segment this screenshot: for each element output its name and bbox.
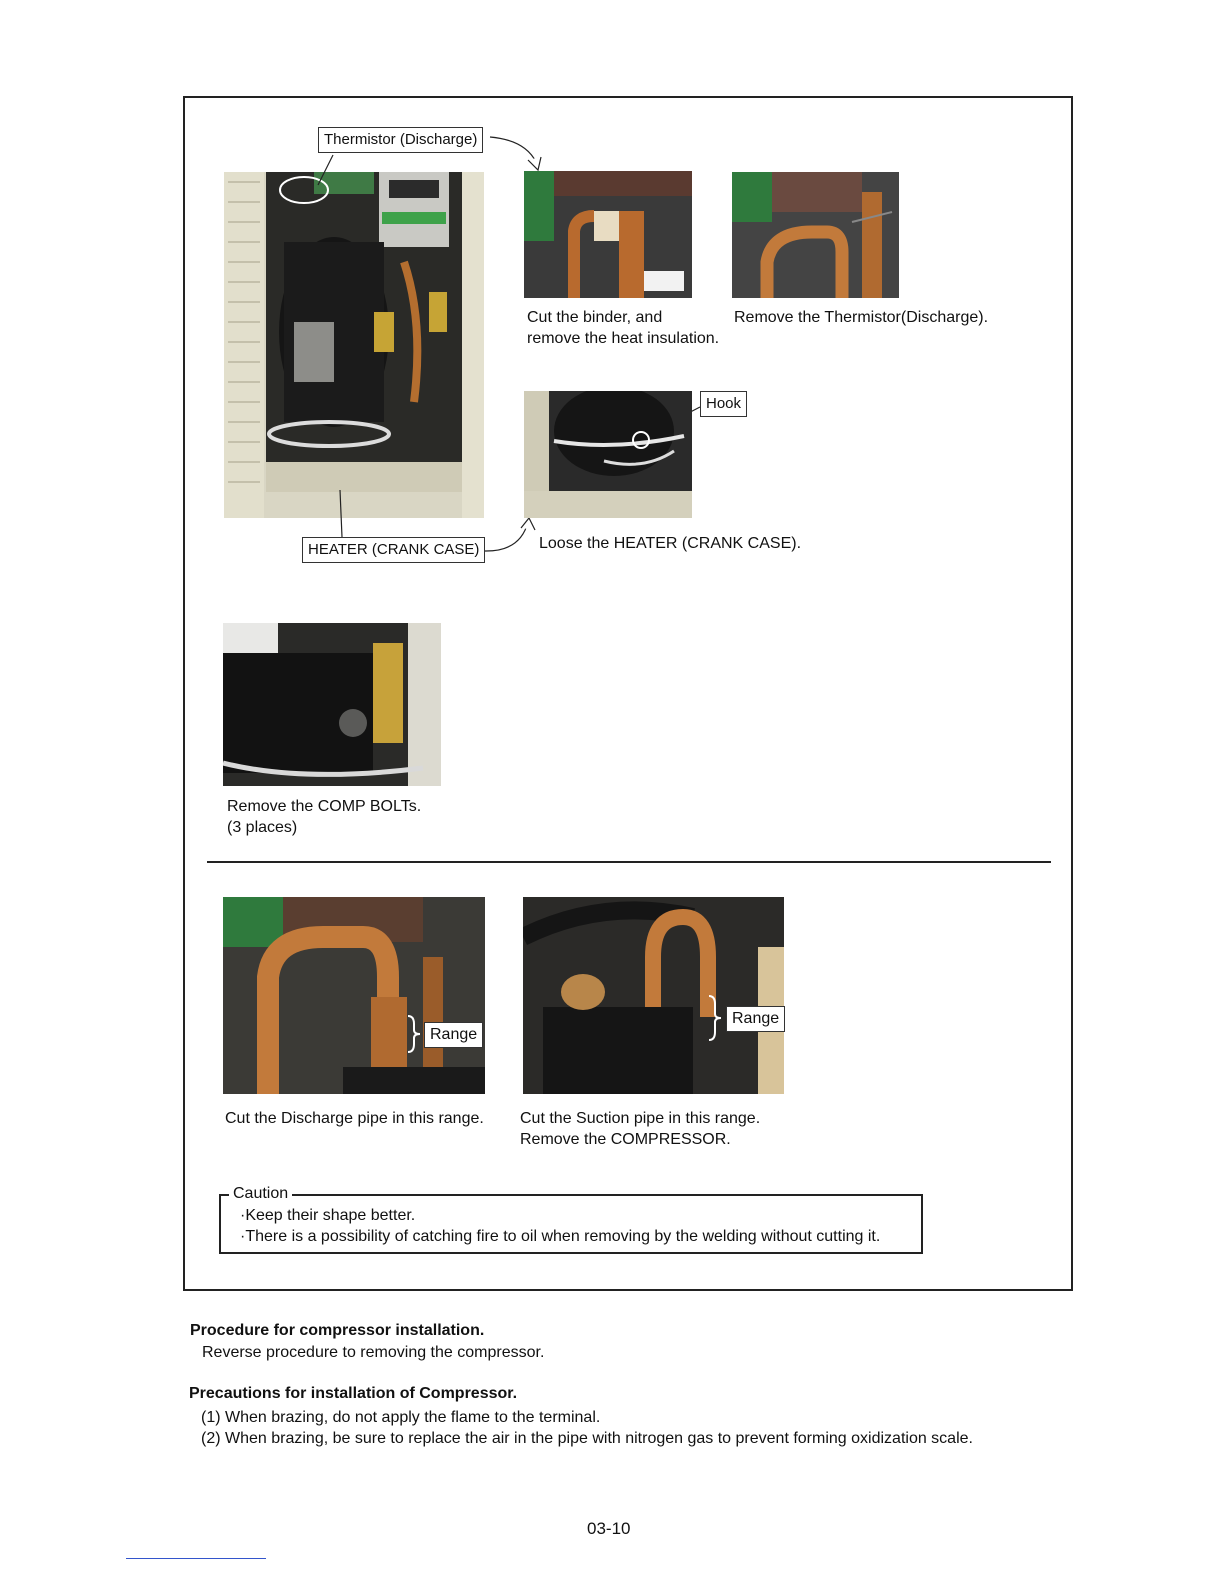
thermistor-photo bbox=[732, 172, 899, 298]
cut-binder-caption-line2: remove the heat insulation. bbox=[527, 330, 720, 347]
remove-comp-bolts-caption-line1: Remove the COMP BOLTs. bbox=[227, 798, 422, 815]
caution-item: ·There is a possibility of catching fire to oil when removing by the welding without cutting it. bbox=[240, 1228, 881, 1245]
page-number: 03-10 bbox=[587, 1519, 631, 1538]
range-callout-discharge: Range bbox=[424, 1022, 483, 1048]
suction-pipe-photo bbox=[523, 897, 784, 1094]
cut-suction-caption-line2: Remove the COMPRESSOR. bbox=[520, 1131, 731, 1148]
cut-discharge-caption: Cut the Discharge pipe in this range. bbox=[225, 1110, 484, 1127]
hook-callout: Hook bbox=[700, 391, 747, 417]
remove-comp-bolts-caption-line2: (3 places) bbox=[227, 819, 298, 836]
remove-thermistor-caption: Remove the Thermistor(Discharge). bbox=[734, 309, 989, 326]
range-bracket-discharge bbox=[404, 1014, 424, 1054]
precautions-heading: Precautions for installation of Compressor. bbox=[189, 1385, 518, 1402]
installation-text: Reverse procedure to removing the compressor. bbox=[202, 1344, 545, 1361]
precaution-item: (1) When brazing, do not apply the flame to the terminal. bbox=[201, 1409, 601, 1426]
range-bracket-suction bbox=[705, 994, 725, 1042]
caution-title: Caution bbox=[229, 1183, 292, 1204]
loose-heater-caption: Loose the HEATER (CRANK CASE). bbox=[539, 535, 802, 552]
heater-photo bbox=[524, 391, 692, 518]
footnote-rule bbox=[126, 1558, 266, 1559]
discharge-pipe-photo bbox=[223, 897, 485, 1094]
comp-bolts-photo bbox=[223, 623, 441, 786]
installation-heading: Procedure for compressor installation. bbox=[190, 1322, 485, 1339]
cut-suction-caption-line1: Cut the Suction pipe in this range. bbox=[520, 1110, 761, 1127]
binder-photo bbox=[524, 171, 692, 298]
heater-crank-case-callout: HEATER (CRANK CASE) bbox=[302, 537, 485, 563]
caution-item: ·Keep their shape better. bbox=[240, 1207, 416, 1224]
range-callout-suction: Range bbox=[726, 1006, 785, 1032]
precaution-item: (2) When brazing, be sure to replace the air in the pipe with nitrogen gas to prevent forming oxidization scale. bbox=[201, 1430, 973, 1447]
thermistor-discharge-callout: Thermistor (Discharge) bbox=[318, 127, 483, 153]
cut-binder-caption-line1: Cut the binder, and bbox=[527, 309, 663, 326]
section-divider bbox=[207, 861, 1051, 863]
